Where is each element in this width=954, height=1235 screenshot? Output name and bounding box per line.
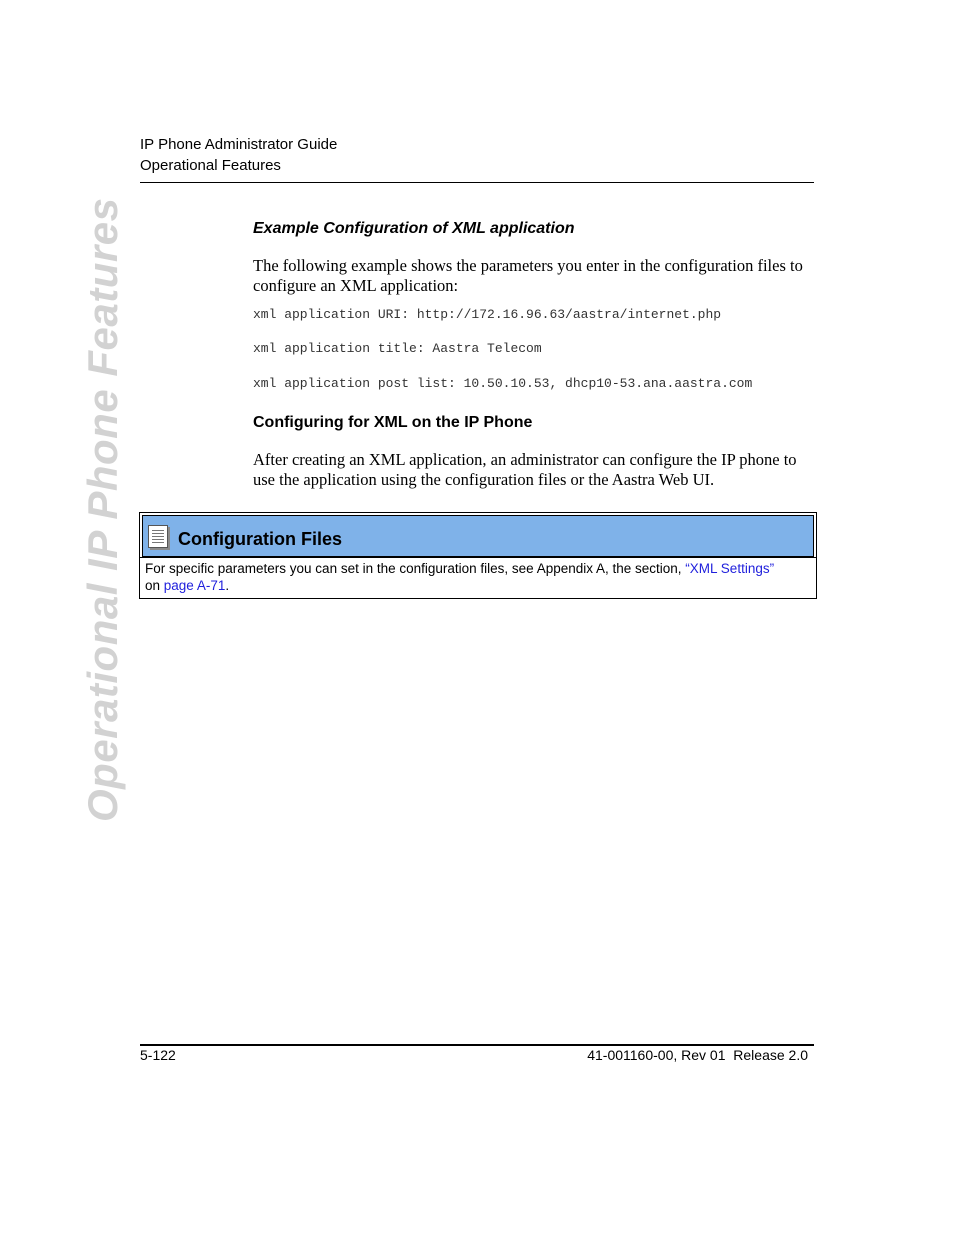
note-text-after: . xyxy=(225,578,230,593)
footer-rule xyxy=(140,1044,814,1046)
footer-doc-id: 41-001160-00, Rev 01 Release 2.0 xyxy=(587,1047,808,1063)
section-heading-example: Example Configuration of XML application xyxy=(253,220,575,237)
note-divider xyxy=(140,557,816,558)
document-icon xyxy=(148,525,168,548)
code-line-uri: xml application URI: http://172.16.96.63/aastra/internet.php xyxy=(253,307,722,322)
sidebar-chapter-title: Operational IP Phone Features xyxy=(79,197,126,822)
configuring-paragraph: After creating an XML application, an administrator can configure the IP phone to use the application using the configuration files or the Aastra Web UI. xyxy=(253,450,797,489)
note-text xyxy=(145,560,810,594)
header-chapter-title: Operational Features xyxy=(140,157,281,174)
note-title: Configuration Files xyxy=(178,529,342,549)
note-text-before: For specific parameters you can set in the configuration files, see Appendix A, the section, xyxy=(145,561,686,576)
note-header xyxy=(142,515,814,557)
code-line-title: xml application title: Aastra Telecom xyxy=(253,341,542,356)
code-line-post-list: xml application post list: 10.50.10.53, dhcp10-53.ana.aastra.com xyxy=(253,376,753,391)
footer-page-number: 5-122 xyxy=(140,1047,176,1063)
intro-paragraph: The following example shows the parameters you enter in the configuration files to configure an XML application: xyxy=(253,256,803,295)
note-text-mid: on xyxy=(145,578,164,593)
section-heading-configuring: Configuring for XML on the IP Phone xyxy=(253,414,533,431)
page-a71-link[interactable]: page A-71 xyxy=(163,578,226,593)
note-box xyxy=(139,512,817,599)
xml-settings-link[interactable]: “XML Settings” xyxy=(685,561,775,576)
header-rule xyxy=(140,182,814,183)
header-guide-title: IP Phone Administrator Guide xyxy=(140,136,338,153)
